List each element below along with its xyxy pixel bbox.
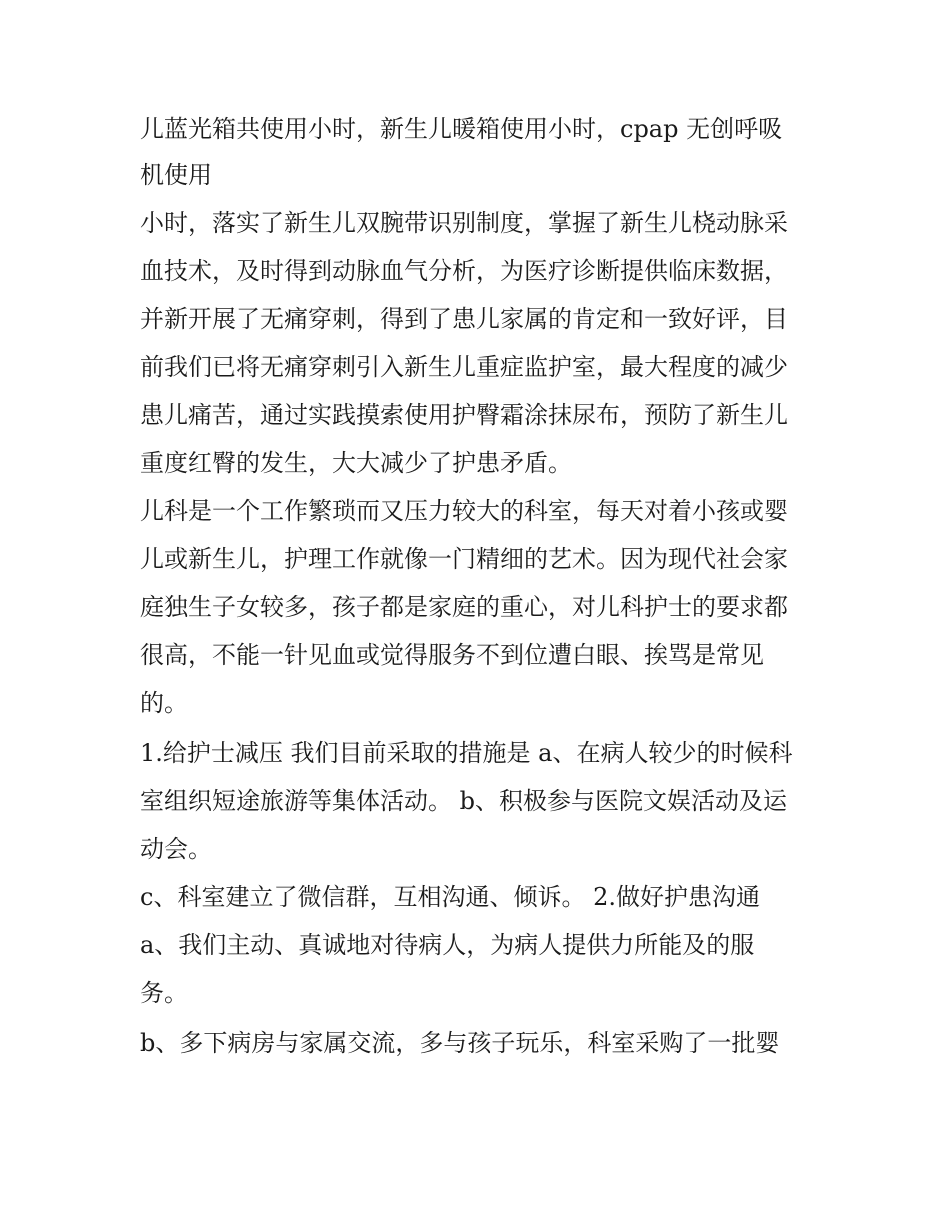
text-line: 庭独生子女较多，孩子都是家庭的重心，对儿科护士的要求都: [140, 593, 788, 621]
text-line: 机使用: [140, 161, 212, 189]
text-line: 儿或新生儿，护理工作就像一门精细的艺术。因为现代社会家: [140, 545, 788, 573]
text-line: 前我们已将无痛穿刺引入新生儿重症监护室，最大程度的减少: [140, 353, 788, 381]
document-body: [140, 108, 830, 1064]
text-line: 小时，落实了新生儿双腕带识别制度，掌握了新生儿桡动脉采: [140, 209, 788, 237]
text-line: 动会。: [140, 835, 212, 863]
text-line: 并新开展了无痛穿刺，得到了患儿家属的肯定和一致好评，目: [140, 305, 788, 333]
text-line: 重度红臀的发生，大大减少了护患矛盾。: [140, 449, 572, 477]
text-line: 儿科是一个工作繁琐而又压力较大的科室，每天对着小孩或婴: [140, 497, 788, 525]
text-line: 室组织短途旅游等集体活动。 b、积极参与医院文娱活动及运: [140, 787, 787, 815]
text-line: a、我们主动、真诚地对待病人，为病人提供力所能及的服: [140, 931, 755, 959]
text-line: 的。: [140, 689, 188, 717]
text-line: 1.给护士减压 我们目前采取的措施是 a、在病人较少的时候科: [140, 739, 793, 767]
text-line: c、科室建立了微信群，互相沟通、倾诉。 2.做好护患沟通: [140, 883, 760, 911]
text-line: 患儿痛苦，通过实践摸索使用护臀霜涂抹尿布，预防了新生儿: [140, 401, 788, 429]
text-line: 很高，不能一针见血或觉得服务不到位遭白眼、挨骂是常见: [140, 641, 764, 669]
text-line: 儿蓝光箱共使用小时，新生儿暖箱使用小时，cpap 无创呼吸: [140, 115, 783, 143]
text-line: 务。: [140, 979, 188, 1007]
text-line: 血技术，及时得到动脉血气分析，为医疗诊断提供临床数据，: [140, 257, 788, 285]
text-line: b、多下病房与家属交流，多与孩子玩乐，科室采购了一批婴: [140, 1029, 780, 1057]
